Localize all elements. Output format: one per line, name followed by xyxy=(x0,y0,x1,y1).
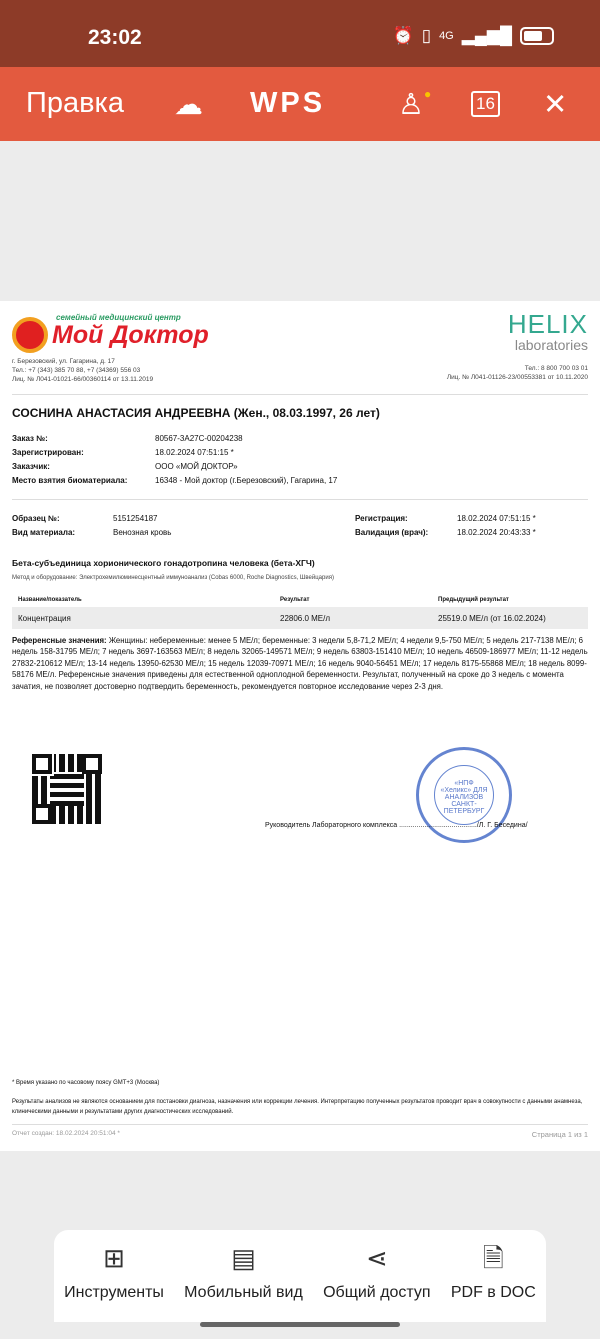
test-method: Метод и оборудование: Электрохемилюминесцентный иммуноанализ (Cobas 6000, Roche Diagnostics, Швейцария) xyxy=(12,575,334,581)
network-label: 4G xyxy=(439,30,454,42)
location-value: 16348 - Мой доктор (г.Березовский), Гагарина, 17 xyxy=(155,476,338,485)
cell-previous: 25519.0 МЕ/л (от 16.02.2024) xyxy=(438,613,546,623)
customer-value: ООО «МОЙ ДОКТОР» xyxy=(155,462,238,471)
edit-button[interactable]: Правка xyxy=(26,87,124,119)
stamp-text: «НПФ «Хеликс» ДЛЯ АНАЛИЗОВ САНКТ-ПЕТЕРБУРГ xyxy=(440,780,488,815)
lab-contacts xyxy=(447,364,588,382)
col-header-result: Результат xyxy=(280,597,310,603)
col-header-previous: Предыдущий результат xyxy=(438,597,509,603)
disclaimer: Результаты анализов не являются основанием для постановки диагноза, назначения или коррекции лечения. Интерпретацию полученных результатов проводит врач в совокупности с данными анамнеза, клиническими данными и результатами других диагностических исследований. xyxy=(12,1099,583,1115)
rocket-icon[interactable]: ♙● xyxy=(398,87,432,121)
material-label: Вид материала: xyxy=(12,528,76,537)
pdf-to-doc-button[interactable] xyxy=(451,1242,536,1322)
registered-label: Зарегистрирован: xyxy=(12,448,84,457)
test-title: Бета-субъединица хорионического гонадотропина человека (бета-ХГЧ) xyxy=(12,558,315,568)
clinic-license: Лиц. № Л041-01021-66/00360114 от 13.11.2019 xyxy=(12,376,154,383)
registration-label: Регистрация: xyxy=(355,514,408,523)
order-value: 80567-3A27C-00204238 xyxy=(155,434,243,443)
divider xyxy=(12,1124,588,1125)
page-number: Страница 1 из 1 xyxy=(531,1130,588,1139)
cloud-upload-icon[interactable]: ☁ xyxy=(174,89,203,121)
clinic-name: Мой Доктор xyxy=(52,321,209,349)
sample-no: 5151254187 xyxy=(113,514,158,523)
alarm-icon: ⏰ xyxy=(392,26,414,45)
reference-label: Референсные значения: xyxy=(12,636,107,645)
cell-result: 22806.0 МЕ/л xyxy=(280,613,331,623)
qr-code xyxy=(32,754,102,824)
share-icon: ⋖ xyxy=(365,1243,388,1273)
document-page xyxy=(0,301,600,1151)
home-indicator[interactable] xyxy=(200,1322,400,1327)
wps-logo: WPS xyxy=(250,87,326,119)
material-value: Венозная кровь xyxy=(113,528,172,537)
order-info xyxy=(12,432,337,488)
mobile-view-button[interactable] xyxy=(184,1242,303,1322)
grid-icon: ⊞ xyxy=(103,1243,125,1273)
helix-logo xyxy=(508,311,588,353)
dates-info xyxy=(355,512,536,540)
cell-name: Концентрация xyxy=(18,613,71,623)
reference-values xyxy=(12,635,588,692)
validation-value: 18.02.2024 20:43:33 * xyxy=(457,528,536,537)
divider xyxy=(12,394,588,395)
signature-line: Руководитель Лабораторного комплекса ......................................../Л. Г. Беседина/ xyxy=(265,822,528,829)
word-file-icon: 🗎 xyxy=(482,1243,504,1273)
bottom-toolbar xyxy=(54,1230,546,1322)
signal-icon: ▂▄▆█ xyxy=(461,26,512,45)
lab-name: HELIX xyxy=(507,309,588,339)
share-button[interactable] xyxy=(323,1242,431,1322)
close-icon[interactable]: ✕ xyxy=(543,89,568,121)
sample-no-label: Образец №: xyxy=(12,514,60,523)
tools-label: Инструменты xyxy=(64,1284,164,1301)
clinic-address: г. Березовский, ул. Гагарина, д. 17 xyxy=(12,358,115,365)
clinic-contacts xyxy=(12,357,153,384)
app-toolbar xyxy=(0,67,600,141)
tools-button[interactable] xyxy=(64,1242,164,1322)
registration-value: 18.02.2024 07:51:15 * xyxy=(457,514,536,523)
clock: 23:02 xyxy=(88,26,142,49)
pdf-to-doc-label: PDF в DOC xyxy=(450,1284,536,1301)
patient-name: СОСНИНА АНАСТАСИЯ АНДРЕЕВНА (Жен., 08.03.1997, 26 лет) xyxy=(12,406,380,420)
location-label: Место взятия биоматериала: xyxy=(12,476,128,485)
timezone-note: * Время указано по часовому поясу GMT+3 (Москва) xyxy=(12,1080,160,1086)
customer-label: Заказчик: xyxy=(12,462,50,471)
reference-text: Женщины: небеременные: менее 5 МЕ/л; беременные: 3 недели 5,8-71,2 МЕ/л; 4 недели 9,5-750 МЕ/л; 5 недель 217-7138 МЕ/л; 6 недель 158-31795 МЕ/л; 7 недель 3697-163563 МЕ/л; 8 недель 32065-149571 МЕ/л; 9 недель 63803-151410 МЕ/л; 10 недель 46509-186977 МЕ/л; 11-12 недель 27832-210612 МЕ/л; 13-14 недель 13950-62530 МЕ/л; 15 недель 12039-70971 МЕ/л; 16 недель 9040-56451 МЕ/л; 17 недель 8175-55868 МЕ/л; 18 недель 8099-58176 МЕ/л. Референсные значения приведены для естественной одноплодной беременности. Результат, полученный на сроке до 3 недель с момента зачатия, не позволяет достоверно подтвердить беременность, рекомендуется повторное исследование через 2-3 дня. xyxy=(12,636,588,691)
table-row xyxy=(12,607,588,629)
share-label: Общий доступ xyxy=(323,1284,431,1301)
divider xyxy=(12,499,588,500)
lab-sub: laboratories xyxy=(514,337,588,353)
clinic-phones: Тел.: +7 (343) 385 70 88, +7 (34369) 556 03 xyxy=(12,367,141,374)
clinic-logo-icon xyxy=(12,317,48,353)
page-count-button[interactable]: 16 xyxy=(471,91,500,117)
order-label: Заказ №: xyxy=(12,434,48,443)
results-table xyxy=(12,593,588,629)
registered-value: 18.02.2024 07:51:15 * xyxy=(155,448,234,457)
status-icons xyxy=(393,26,554,46)
document-lines-icon: ▤ xyxy=(231,1243,256,1273)
clinic-tagline: семейный медицинский центр xyxy=(56,313,181,322)
mobile-view-label: Мобильный вид xyxy=(184,1284,303,1301)
lab-license: Лиц. № Л041-01126-23/00553381 от 10.11.2020 xyxy=(446,374,588,381)
lab-phone: Тел.: 8 800 700 03 01 xyxy=(524,365,588,372)
validation-label: Валидация (врач): xyxy=(355,528,429,537)
status-bar xyxy=(0,0,600,67)
battery-icon xyxy=(520,27,554,45)
report-created: Отчет создан: 18.02.2024 20:51:04 * xyxy=(12,1130,120,1137)
col-header-name: Название/показатель xyxy=(18,597,82,603)
sample-info xyxy=(12,512,171,540)
vibrate-icon: ▯ xyxy=(421,26,432,45)
